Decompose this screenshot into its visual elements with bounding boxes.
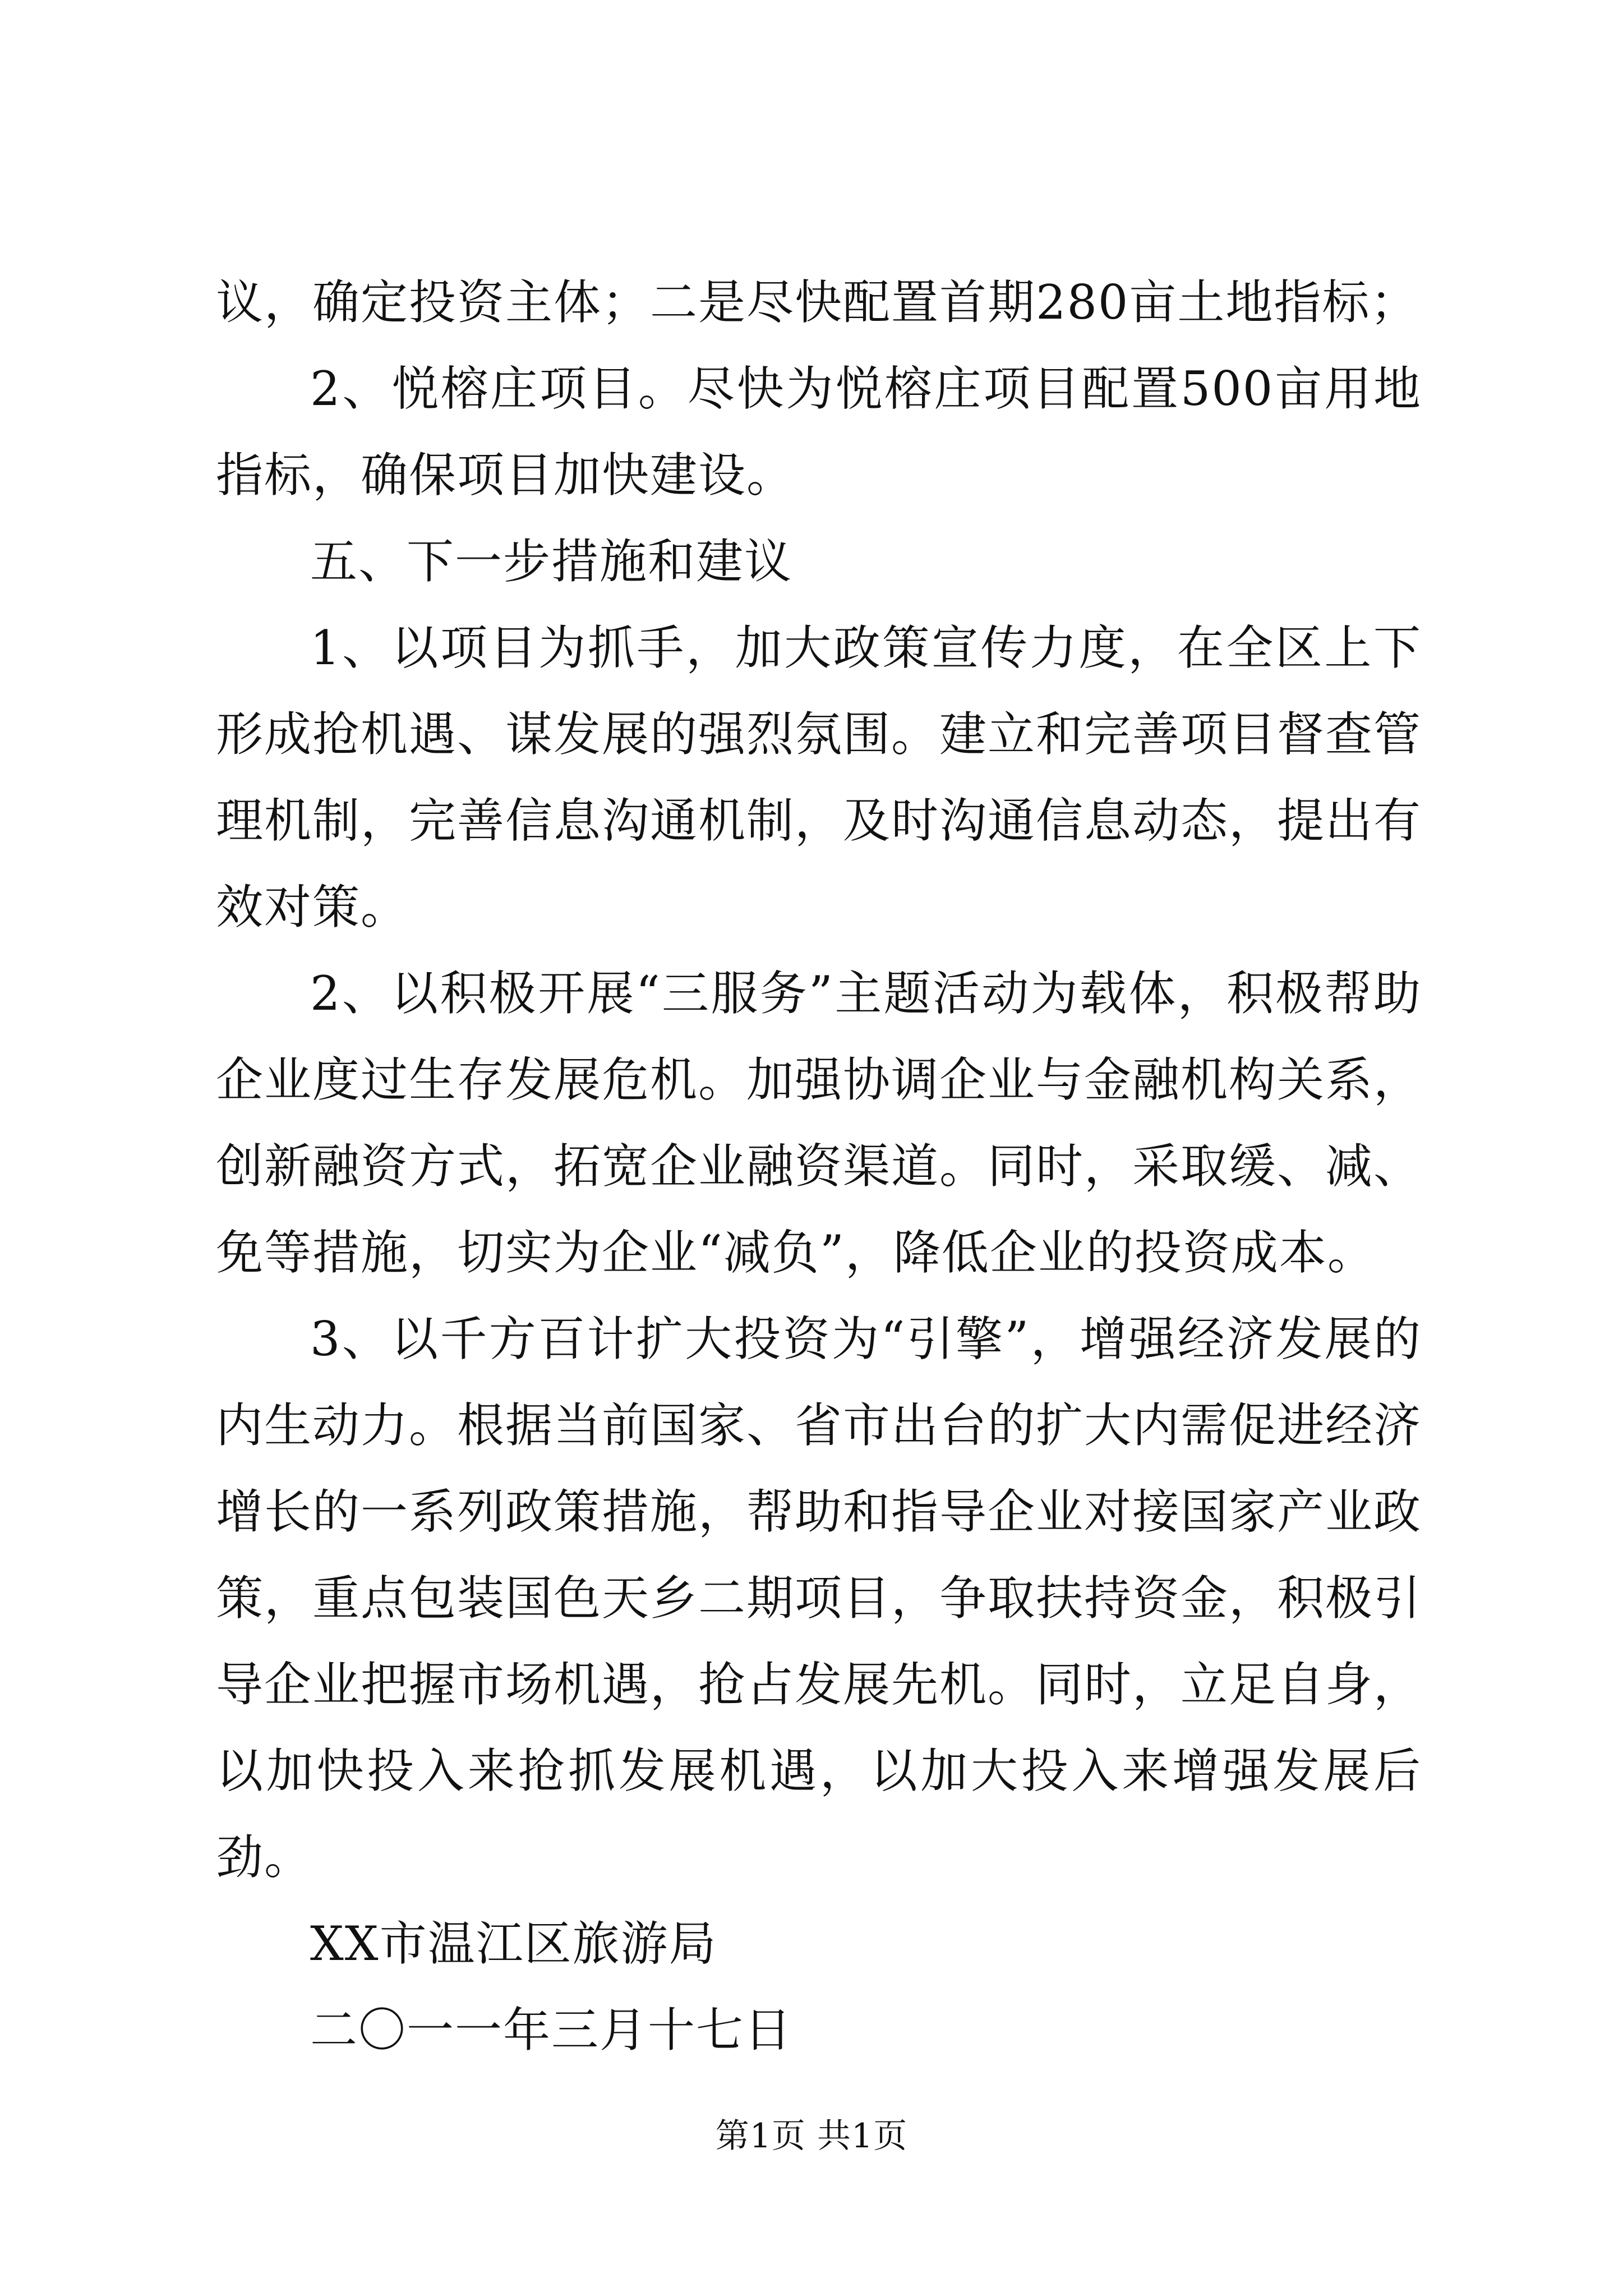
paragraph-continuation: 议，确定投资主体；二是尽快配置首期280亩土地指标； [216,275,1419,330]
signature-organization: XX市温江区旅游局 [310,1916,717,1971]
page-footer: 第1页 共1页 [715,2116,908,2156]
section-heading: 五、下一步措施和建议 [310,534,793,589]
document-body [216,259,1422,2073]
paragraph-measure-1: 1、以项目为抓手，加大政策宣传力度，在全区上下形成抢机遇、谋发展的强烈氛围。建立和完善项目督查管理机制，完善信息沟通机制，及时沟通信息动态，提出有效对策。 [216,620,1422,935]
paragraph-measure-3: 3、以千方百计扩大投资为“引擎”，增强经济发展的内生动力。根据当前国家、省市出台的扩大内需促进经济增长的一系列政策措施，帮助和指导企业对接国家产业政策，重点包装国色天乡二期项目，争取扶持资金，积极引导企业把握市场机遇，抢占发展先机。同时，立足自身，以加快投入来抢抓发展机遇，以加大投入来增强发展后劲。 [216,1312,1422,1885]
paragraph-item-2: 2、悦榕庄项目。尽快为悦榕庄项目配置500亩用地指标，确保项目加快建设。 [216,361,1422,503]
signature-date: 二〇一一年三月十七日 [310,2003,793,2058]
paragraph-measure-2: 2、以积极开展“三服务”主题活动为载体，积极帮助企业度过生存发展危机。加强协调企业与金融机构关系，创新融资方式，拓宽企业融资渠道。同时，采取缓、减、免等措施，切实为企业“减负”，降低企业的投资成本。 [216,966,1422,1280]
